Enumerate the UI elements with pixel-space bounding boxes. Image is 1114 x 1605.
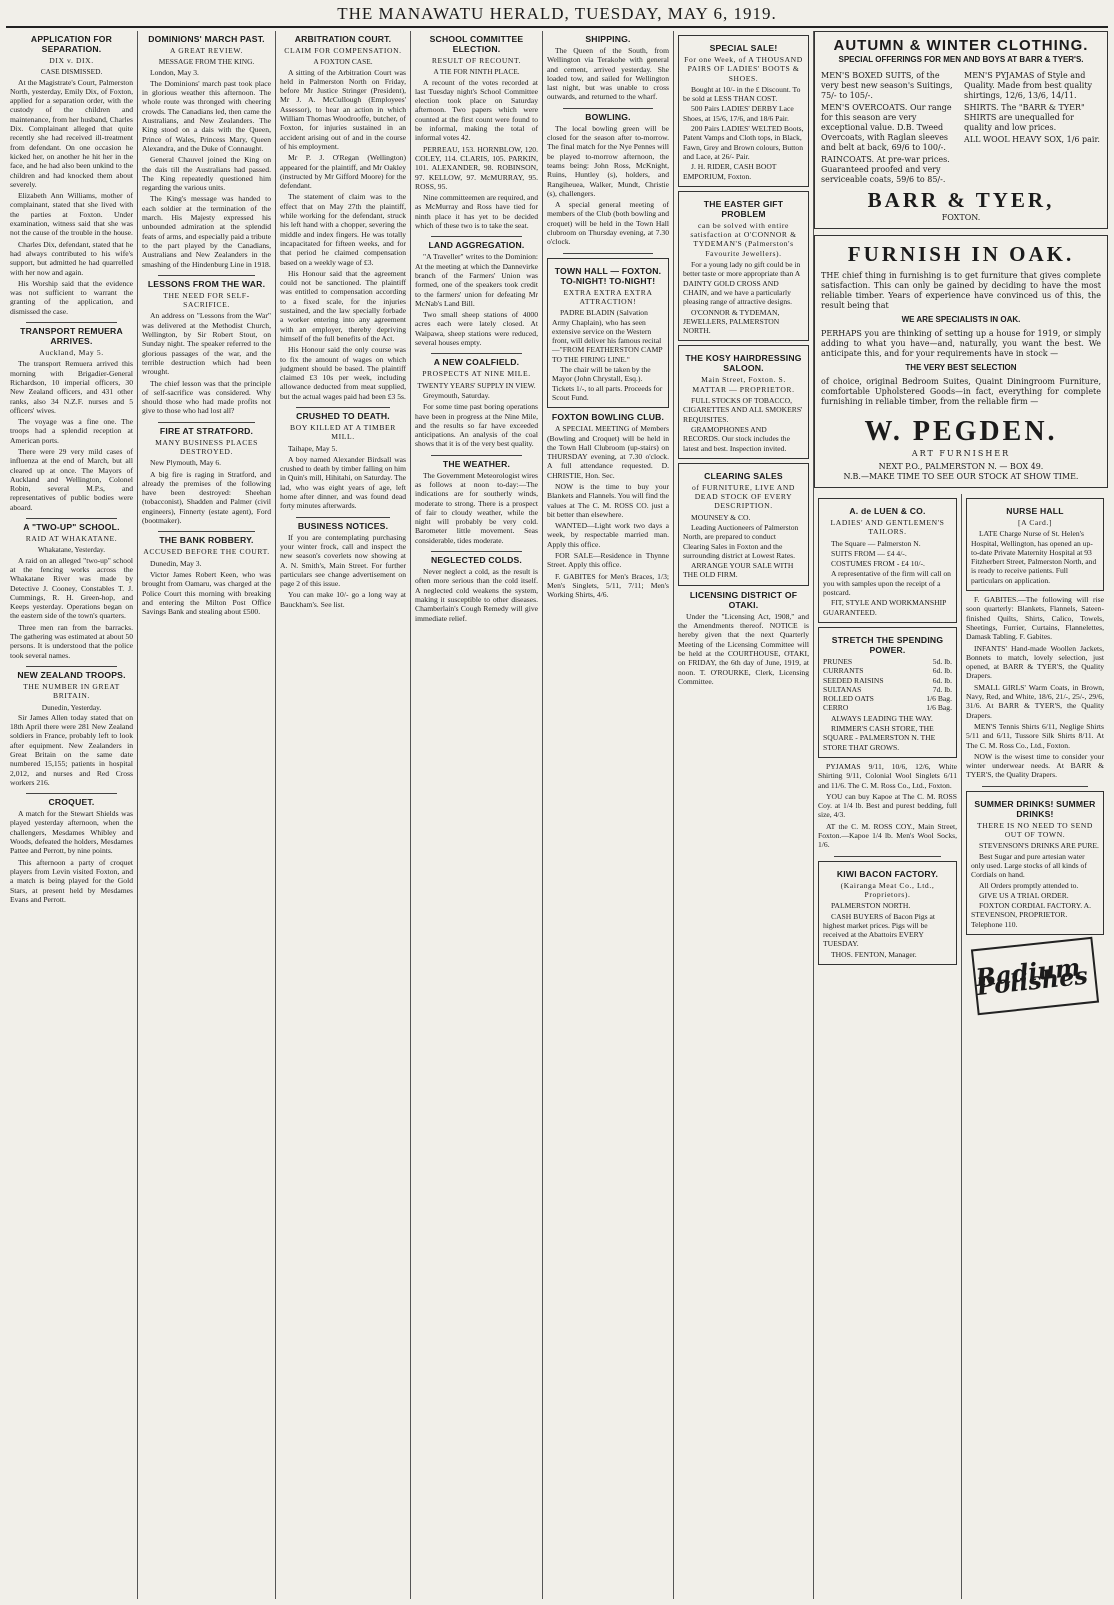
article-divider [296, 517, 390, 518]
article-headline: LAND AGGREGATION. [428, 240, 525, 251]
article [142, 426, 271, 526]
column-8 [962, 494, 1108, 1599]
article [280, 521, 406, 609]
article-paragraph: LATE Charge Nurse of St. Helen's Hospital, Wellington, has opened an up-to-date Private Maternity Hospital at 93 Fitzherbert Street, Palmerston North, and is ready to receive patients. Full particulars on application. [971, 529, 1097, 585]
article-dateline: CASE DISMISSED. [40, 67, 103, 77]
article-paragraph: Sir James Allen today stated that on 18th April there were 281 New Zealand soldiers in France, probably left to look after equipment. New Zealanders in Great Britain on the same date numbered 15,155; patients in hospital 2,012, and nurses and Red Cross workers 216. [10, 712, 133, 787]
article-subheading: A GREAT REVIEW. [170, 46, 243, 55]
article-dateline: A FOXTON CASE. [313, 57, 373, 67]
article-divider [26, 518, 117, 519]
article-paragraph: Charles Dix, defendant, stated that he had always contributed to his wife's support, but admitted he had quarrelled with her now and again. [10, 239, 133, 277]
advert-title: A. de LUEN & CO. [849, 506, 926, 516]
article-headline: NEGLECTED COLDS. [430, 555, 523, 566]
column-4 [411, 31, 543, 1599]
autumn-right [964, 69, 1101, 187]
article-dateline: A TIE FOR NINTH PLACE. [433, 67, 520, 77]
price-row [823, 657, 952, 666]
price-value: 5d. lb. [932, 656, 952, 666]
article [142, 34, 271, 269]
article-subheading: CLAIM FOR COMPENSATION. [284, 46, 402, 55]
article-paragraph: INFANTS' Hand-made Woollen Jackets, Bonnets to match, lovely selection, just opened, at BARR & TYER'S, the Quality Drapers. [966, 643, 1104, 681]
article-paragraph: The local bowling green will be closed for the season after to-morrow. The final match for the Nye Pennes will be played to-morrow afternoon, the teams being: John Ross, McKnight, Ruins, Huntley (s), holders, and Rangiheuea, Walker, Mundt, Christie (s), challengers. [547, 123, 669, 198]
article-paragraph: The voyage was a fine one. The troops had a splendid reception at American ports. [10, 417, 133, 445]
article-paragraph: SUITS FROM — £4 4/-. [831, 548, 907, 558]
article-paragraph: NOW is the wisest time to consider your winter underwear needs. At BARR & TYER'S, the Quality Drapers. [966, 751, 1104, 780]
article-paragraph: PYJAMAS 9/11, 10/6, 12/6, White Shirting 9/11, Colonial Wool Singlets 6/11 and 11/6. The C. M. Ross Co., Ltd., Foxton. [818, 761, 957, 790]
article-dateline: MESSAGE FROM THE KING. [158, 57, 255, 67]
advert [966, 791, 1104, 935]
article-subheading: EXTRA EXTRA EXTRA ATTRACTION! [563, 287, 653, 306]
article-divider [431, 455, 522, 456]
article-paragraph: YOU can buy Kapoe at The C. M. ROSS Coy. at 1/4 lb. Best and purest bedding, full size, 4/3. [818, 791, 957, 820]
article [547, 412, 669, 599]
radium-polishes-logo: Radium Polishes [971, 937, 1099, 1015]
furnish-title: FURNISH IN OAK. [847, 242, 1075, 266]
article-headline: THE WEATHER. [442, 458, 511, 469]
price-row [823, 676, 952, 685]
article-headline: A NEW COALFIELD. [433, 357, 520, 368]
article [10, 797, 133, 904]
article-subheading: ACCUSED BEFORE THE COURT. [143, 547, 270, 557]
article-paragraph: The transport Remuera arrived this morning with Brigadier-General Richardson, 10 imperial officers, 30 New Zealand officers, and 431 other ranks, also 34 N.Z.F. nurses and 5 officers' wives. [10, 359, 133, 415]
article [280, 34, 406, 401]
article-paragraph: His Honour said the only course was to fix the amount of wages on which judgment should be based. The plaintiff claimed £3 10s per week, including allowance deducted from meat supplied, but the actual wages paid had been £3 5s. [280, 345, 406, 401]
article-subheading: [A Card.] [1017, 518, 1053, 527]
column-3 [276, 31, 411, 1599]
article [10, 326, 133, 512]
article-paragraph: His Honour said that the agreement could not be sanctioned. The plaintiff was entitled to compensation according to a fixed scale, for the injuries sustained, and the law specially forbade a worker entering into any agreement with an employer, thereby depriving himself of the full benefits of the Act. [280, 268, 406, 343]
article-paragraph: NOW is the time to buy your Blankets and Flannels. You will find the values at The C. M. ROSS CO. just a bit better than elsewhere. [547, 481, 669, 519]
price-value: 1/6 Bag. [926, 703, 952, 713]
article-paragraph: At the Magistrate's Court, Palmerston North, yesterday, Emily Dix, of Foxton, applied for a separation order, with the custody of the children and maintenance, from her husband, Charles Dix. Complainant alleged that quite recently she had received ill-treatment from defendant. On one occasion he kicked her, on another he hit her in the face, and he had also been unkind to the children and had knocked them about severely. [10, 77, 133, 189]
article-paragraph: A recount of the votes recorded at last Tuesday night's School Committee election took place on Saturday afternoon. Two papers which were counted at the first count were found to be informal, making the total of informal votes 42. [415, 77, 538, 143]
article-paragraph: There were 29 very mild cases of influenza at the end of March, but all cleared up at once. The Mayors of Auckland and Wellington, Colonel Robin, several M.P.s, and representatives of public bodies were aboard. [10, 446, 133, 512]
column-2 [138, 31, 276, 1599]
autumn-title: AUTUMN & WINTER CLOTHING. [833, 37, 1089, 54]
article-subheading: RESULT OF RECOUNT. [431, 56, 522, 65]
column-1 [6, 31, 138, 1599]
article-subheading: Auckland, May 5. [39, 348, 104, 358]
article-paragraph: Victor James Robert Keen, who was brought from Oamaru, was charged at the Police Court this morning with breaking and entering the Milton Post Office Savings Bank and stealing about £500. [142, 569, 271, 617]
article [415, 240, 538, 347]
advert-title: TOWN HALL — FOXTON. TO-NIGHT! TO-NIGHT! [554, 265, 662, 286]
article-subheading: of FURNITURE, LIVE AND DEAD STOCK OF EVERY DESCRIPTION. [691, 482, 796, 511]
price-value: 6d. lb. [932, 666, 952, 676]
article-paragraph: STEVENSON'S DRINKS ARE PURE. [979, 841, 1099, 851]
article-headline: BOWLING. [585, 111, 631, 122]
article-paragraph: A representative of the firm will call on you with samples upon the receipt of a postcard. [823, 569, 951, 598]
advert [678, 463, 809, 586]
advert-title: KIWI BACON FACTORY. [836, 868, 939, 879]
article-paragraph: F. GABITES.—The following will rise soon quarterly: Blankets, Flannels, Sateen-finished Quilts, Shirts, Calico, Towels, Sheetings, Furrier, Curtains, Flannelettes, Damask Tabling. F. Gabites. [966, 595, 1104, 642]
column-7 [814, 494, 962, 1599]
article-headline: LICENSING DISTRICT OF OTAKI. [689, 589, 798, 610]
article-subheading: BOY KILLED AT A TIMBER MILL. [290, 422, 396, 442]
article-divider [431, 236, 522, 237]
article-subheading: (Kairanga Meat Co., Ltd., Proprietors). [840, 880, 935, 899]
price-item: CERRO [823, 703, 849, 713]
article-paragraph: MOUNSEY & CO. [691, 512, 751, 522]
article-paragraph: FIT, STYLE AND WORKMANSHIP GUARANTEED. [823, 598, 947, 617]
article-headline: FOXTON BOWLING CLUB. [551, 412, 665, 423]
article-paragraph: The Dominions' march past took place in glorious weather this afternoon. The whole route was thronged with cheering crowds. The Canadians led, then came the Australians, and New Zealanders. The King stood on a dais with the Queen, Prince of Wales, Princess Mary, Queen Alexandra, and the Duke of Connaught. [142, 78, 271, 153]
article [142, 279, 271, 416]
article-paragraph: PADRE BLADIN (Salvation Army Chaplain), who has seen extensive service on the Western front, will deliver his famous recital—"FROM FEATHERSTON CAMP TO THE FIRING LINE." [552, 308, 663, 364]
article-headline: APPLICATION FOR SEPARATION. [30, 34, 113, 54]
advert [678, 191, 809, 342]
article-subheading: PROSPECTS AT NINE MILE. [422, 369, 531, 379]
pegden-address: NEXT P.O., PALMERSTON N. — BOX 49. [878, 462, 1044, 471]
autumn-right-item: SHIRTS. The "BARR & TYER" SHIRTS are unequalled for quality and low prices. [964, 103, 1085, 132]
article-paragraph: The Queen of the South, from Wellington via Terakohe with general and cement, arrived yesterday. She loaded tow, and sailed for Wellington last night, but was unable to cross outwards, and returned to the wharf. [547, 46, 669, 102]
autumn-left-item: MEN'S OVERCOATS. Our range for this season are very exceptional value. D.B. Tweed Overcoats, with Raglan sleeves and belt at back, 69/6 to 100/-. [821, 103, 952, 152]
article-headline: CROQUET. [48, 797, 95, 808]
article-paragraph: 200 Pairs LADIES' WELTED Boots, Patent Vamps and Cloth tops, in Black, Fawn, Grey and Brown colours, Button and Lace, at 26/- Pair. [683, 124, 804, 161]
article-headline: CRUSHED TO DEATH. [296, 410, 390, 421]
barr-tyer-brand: BARR & TYER, [867, 188, 1055, 212]
article-paragraph: His Worship said that the evidence was not sufficient to warrant the granting of the application, and dismissed the case. [10, 278, 133, 316]
advert-title: THE EASTER GIFT PROBLEM [703, 198, 784, 219]
article [547, 112, 669, 247]
advert-title: SPECIAL SALE! [709, 43, 778, 53]
article-paragraph: AT the C. M. ROSS COY., Main Street, Foxton.—Kapoe 1/4 lb. Men's Wool Socks, 1/6. [818, 821, 957, 850]
article-subheading: RAID AT WHAKATANE. [25, 534, 118, 544]
article-paragraph: General Chauvel joined the King on the dais till the Australians had passed. The King repeatedly questioned him regarding the various units. [142, 155, 271, 193]
advert [966, 498, 1104, 591]
advert-title: THE KOSY HAIRDRESSING SALOON. [685, 353, 802, 374]
article-paragraph: PALMERSTON NORTH. [831, 901, 911, 911]
article-paragraph: F. GABITES for Men's Braces, 1/3; Men's Singlets, 5/11, 7/11; Men's Working Shirts, 4/6. [547, 571, 669, 600]
article [142, 535, 271, 616]
price-value: 6d. lb. [932, 675, 952, 685]
furnish-body: THE chief thing in furnishing is to get furniture that gives complete satisfaction. This can only be gained by deciding to have the most reliable timber. Years of experience have convinced us of this, the result being that [821, 271, 1101, 310]
article-paragraph: ALWAYS LEADING THE WAY. [831, 713, 933, 723]
article-paragraph: GRAMOPHONES AND RECORDS. Our stock includes the latest and best. Inspection invited. [683, 424, 790, 453]
article-divider [431, 353, 522, 354]
article-headline: TRANSPORT REMUERA ARRIVES. [20, 326, 123, 347]
price-value: 1/6 Bag. [926, 694, 952, 704]
article-subheading: THERE IS NO NEED TO SEND OUT OF TOWN. [977, 820, 1093, 840]
furnish-body-2: PERHAPS you are thinking of setting up a house for 1919, or simply adding to what you have—and, naturally, you want the best. We anticipate this, and for your requirements have in stock — [821, 329, 1101, 358]
article-paragraph: 500 Pairs LADIES' DERBY Lace Shoes, at 15/6, 17/6, and 18/6 Pair. [683, 104, 794, 123]
article-paragraph: PERREAU, 153. HORNBLOW, 120. COLEY, 114. CLARIS, 105. PARKIN, 101. ALEXANDER, 98. ROBINSON, 97. KELLOW, 97. McMURRAY, 95. ROSS, 95. [415, 144, 538, 191]
price-row [823, 694, 952, 703]
article-headline: LESSONS FROM THE WAR. [147, 278, 266, 289]
price-item: ROLLED OATS [823, 694, 874, 704]
article-paragraph: THOS. FENTON, Manager. [831, 949, 917, 959]
furnish-specialists: WE ARE SPECIALISTS IN OAK. [901, 315, 1021, 324]
advert [818, 627, 957, 758]
furnish-selection: THE VERY BEST SELECTION [905, 363, 1017, 372]
article-paragraph: Three men ran from the barracks. The gathering was estimated at about 50 persons. It is understood that the police took several names. [10, 622, 133, 660]
autumn-left [821, 69, 958, 187]
article-headline: BUSINESS NOTICES. [297, 520, 389, 531]
article-paragraph: A big fire is raging in Stratford, and already the premises of the following have been destroyed: Sheehan (tobacconist), Shadden and Palmer (civil engineers), Finnerty (estate agent), Ford (bootmaker). [142, 469, 271, 526]
article-paragraph: MEN'S Tennis Shirts 6/11, Neglige Shirts 5/11 and 6/11, Tussore Silk Shirts 8/11. At The C. M. Ross Co., Ltd., Foxton. [966, 721, 1104, 750]
article-headline: THE BANK ROBBERY. [159, 535, 254, 546]
pegden-trade: ART FURNISHER [911, 449, 1011, 458]
article-divider [158, 422, 255, 423]
article-paragraph: You can make 10/- go a long way at Bauckham's. See list. [280, 590, 406, 609]
price-item: PRUNES [823, 656, 853, 666]
article [10, 522, 133, 660]
article-paragraph: If you are contemplating purchasing your winter frock, call and inspect the new season's coverlets now showing at A. N. Smith's, Main Street. For further particulars see change advertisement on page 2 of this issue. [280, 532, 406, 589]
article-paragraph: New Plymouth, May 6. [150, 458, 222, 468]
article-headline: SHIPPING. [585, 34, 631, 44]
article-paragraph: Two small sheep stations of 4000 acres each were lately closed. At Waipawa, sheep stations were reduced, several houses empty. [415, 310, 538, 348]
article-divider [26, 793, 117, 794]
autumn-right-item: ALL WOOL HEAVY SOX, 1/6 pair. [964, 135, 1100, 144]
article-paragraph: Best Sugar and pure artesian water only used. Large stocks of all kinds of Cordials on hand. [971, 851, 1087, 880]
article-paragraph: A sitting of the Arbitration Court was held in Palmerston North on Friday, before Mr Justice Stringer (President), Mr J. A. McCullough (Employees' Assessor), to hear an action in which William Thomas Woodrooffe, butcher, of Foxton, for injuries sustained in an accident arising out of and in the course of his employment. [280, 67, 406, 151]
article-dateline: Dunedin, Yesterday. [41, 702, 102, 712]
article-subheading: LADIES' AND GENTLEMEN'S TAILORS. [830, 518, 945, 537]
article-paragraph: ARRANGE YOUR SALE WITH THE OLD FIRM. [683, 561, 794, 580]
article-headline: NEW ZEALAND TROOPS. [17, 669, 126, 680]
advert [678, 345, 809, 458]
article-subheading: For one Week, of A THOUSAND PAIRS OF LADIES' BOOTS & SHOES. [684, 55, 803, 83]
article-paragraph: J. H. RIDER, CASH BOOT EMPORIUM, Foxton. [683, 162, 777, 181]
advert-title: SUMMER DRINKS! SUMMER DRINKS! [974, 798, 1096, 819]
article-subheading: Main Street, Foxton. S. MATTAR — PROPRIETOR. [692, 375, 795, 394]
article-paragraph: COSTUMES FROM - £4 10/-. [831, 559, 925, 569]
article-paragraph: The chair will be taken by the Mayor (John Chrystall, Esq.). Tickets 1/-, to all parts. Proceeds for Scout Fund. [552, 365, 663, 402]
article [280, 411, 406, 511]
article-paragraph: "A Traveller" writes to the Dominion: At the meeting at which the Dannevirke branch of the Farmers' Union was formed, one of the speakers took credit to the farmers' union for defeating Mr McNab's Land Bill. [415, 252, 538, 308]
article-paragraph: Leading Auctioneers of Palmerston North, are prepared to conduct Clearing Sales in Foxton and the surrounding district at Lowest Rates. [683, 522, 799, 560]
article-headline: ARBITRATION COURT. [294, 34, 392, 44]
article-divider [26, 322, 117, 323]
article-divider [158, 275, 255, 276]
article-paragraph: A SPECIAL MEETING of Members (Bowling and Croquet) will be held in the Town Hall Clubroom (up-stairs) on THURSDAY evening, at 7.30 o'clock. A full attendance requested. D. CHRISTIE, Hon. Sec. [547, 424, 669, 480]
article-subheading: MANY BUSINESS PLACES DESTROYED. [155, 437, 258, 456]
advert [547, 258, 669, 409]
article-paragraph: For a young lady no gift could be in better taste or more appropriate than A DAINTY GOLD CROSS AND CHAIN, and we have a particularly pleasing range of attractive designs. [683, 260, 801, 307]
column-6 [674, 31, 814, 1599]
autumn-left-item: RAINCOATS. At pre-war prices. Guaranteed proofed and very serviceable coats, 59/6 to 85/-. [821, 155, 950, 184]
price-item: SEEDED RAISINS [823, 675, 884, 685]
advert [818, 861, 957, 965]
article [10, 670, 133, 787]
right-columns [814, 494, 1108, 1599]
article-paragraph: Taihape, May 5. [288, 443, 338, 453]
article-paragraph: Under the "Licensing Act, 1908," and the Amendments thereof. NOTICE is hereby given that the next Quarterly Meeting of the Licensing Committee will be held at the COURTHOUSE, OTAKI, on FRIDAY, the 6th day of June, 1919, at noon. T. O'ROURKE, Clerk, Licensing Committee. [678, 611, 809, 686]
advert [818, 498, 957, 623]
article-paragraph: A special general meeting of members of the Club (both bowling and croquet) will be held in the Town Hall clubroom on Thursday evening, at 7.30 o'clock. [547, 200, 669, 247]
article-divider [563, 108, 653, 109]
autumn-subtitle: SPECIAL OFFERINGS FOR MEN AND BOYS AT BARR & TYER'S. [838, 55, 1084, 64]
article-headline: DOMINIONS' MARCH PAST. [148, 34, 265, 44]
article-paragraph: FOXTON CORDIAL FACTORY. A. STEVENSON, PROPRIETOR. Telephone 110. [971, 901, 1092, 929]
right-advert-area [814, 31, 1108, 1599]
article-paragraph: For some time past boring operations have been in progress at the Nine Mile, and the results so far have exceeded anticipations. An analysis of the coal shows that it is of the very best quality. [415, 402, 538, 449]
article-paragraph: Nine committeemen are required, and as McMurray and Ross have tied for ninth place it has yet to be decided which of these two is to take the seat. [415, 193, 538, 231]
article-paragraph: An address on "Lessons from the War" was delivered at the Methodist Church, Wellington, by Sir Robert Stout, on Sunday night. The speaker referred to the glorious passages of the war, and the terrible destruction which had been wrought. [142, 311, 271, 377]
article-divider [26, 666, 117, 667]
article-paragraph: Bought at 10/- in the £ Discount. To be sold at LESS THAN COST. [683, 84, 801, 104]
article-divider [982, 786, 1088, 787]
price-item: CURRANTS [823, 666, 864, 676]
article-paragraph: The statement of claim was to the effect that on May 27th the plaintiff, while working for the defendant, struck his left hand with a chopper, severing the middle and index fingers. He was totally incapacitated for fifteen weeks, and for that period he claimed compensation based on a weekly wage of £3. [280, 192, 406, 267]
article [678, 590, 809, 686]
article-paragraph: A boy named Alexander Birdsall was crushed to death by timber falling on him in Quin's mill, Hihitahi, on Saturday. The lad, who was eight years of age, left home after dinner, and was found dead forty minutes afterwards. [280, 454, 406, 511]
article [415, 459, 538, 545]
article-paragraph: FOR SALE—Residence in Thynne Street. Apply this office. [547, 551, 669, 570]
article-paragraph: Elizabeth Ann Williams, mother of complainant, stated that she lived with the parties at Foxton. Under examination, witness said that she was not the cause of the trouble in the house. [10, 191, 133, 238]
price-row [823, 703, 952, 712]
article-paragraph: A raid on an alleged "two-up" school at the fencing works across the Whakatane River was made by Detective J. Cooney, Constables T. J. Cummings, R. H. Green-hop, and Keeps yesterday. Operations began on the eastern side of the town's quarters. [10, 555, 133, 621]
article-subheading: DIX v. DIX. [49, 56, 94, 65]
article [415, 357, 538, 448]
autumn-clothing-advert [814, 31, 1108, 229]
article-paragraph: The King's message was handed to each soldier at the termination of the march. His Majesty expressed his unbounded admiration at the splendid feats of arms, and especially paid a tribute to the part played by the Canadians, Australians and New Zealanders in the smashing of the Hindenburg Line in 1918. [142, 194, 271, 269]
article-paragraph: A match for the Stewart Shields was played yesterday afternoon, when the challengers, Mesdames Whibley and Woods, defeated the holders, Mesdames Pattee and Perrott, by nine points. [10, 809, 133, 856]
barr-tyer-town: FOXTON. [941, 213, 981, 222]
article [966, 595, 1104, 780]
article [547, 34, 669, 102]
article-paragraph: GIVE US A TRIAL ORDER. [979, 890, 1069, 900]
article-headline: SCHOOL COMMITTEE ELECTION. [429, 34, 524, 54]
article-divider [296, 407, 390, 408]
furnish-body-3: of choice, original Bedroom Suites, Quaint Diningroom Furniture, comfortable Upholstered Goods—in fact, everything for complete furnishing in reliable timber, from the reliable firm — [821, 377, 1101, 406]
article-subheading: can be solved with entire satisfaction at O'CONNOR & TYDEMAN'S (Palmerston's Favourite Jewellers). [690, 220, 797, 258]
article [415, 555, 538, 623]
article-dateline: TWENTY YEARS' SUPPLY IN VIEW. [417, 380, 536, 390]
article-divider [834, 856, 941, 857]
article-divider [563, 253, 653, 254]
article [818, 762, 957, 850]
article-paragraph: WANTED—Light work two days a week, by respectable married man. Apply this office. [547, 521, 669, 549]
advert-title: NURSE HALL [1006, 506, 1064, 516]
pegden-brand: W. PEGDEN. [864, 416, 1058, 447]
column-8-list [966, 498, 1104, 935]
article-paragraph: Dunedin, May 3. [150, 558, 202, 568]
article-dateline: Whakatane, Yesterday. [37, 545, 106, 555]
article-paragraph: Never neglect a cold, as the result is often more serious than the cold itself. A neglected cold weakens the system, making it susceptible to other diseases. Chamberlain's Cough Remedy will give immediate relief. [415, 567, 538, 623]
article-paragraph: All Orders promptly attended to. [979, 880, 1079, 890]
article-paragraph: O'CONNOR & TYDEMAN, JEWELLERS, PALMERSTON NORTH. [683, 307, 780, 336]
price-row [823, 666, 952, 675]
article-paragraph: This afternoon a party of croquet players from Levin visited Foxton, and a match is being played for the Gold Stars, at present held by Mesdames Evans and Perrott. [10, 857, 133, 904]
article-paragraph: SMALL GIRLS' Warm Coats, in Brown, Navy, Red, and White, 18/6, 21/-, 25/-, 29/6, 31/6. At BARR & TYER'S, the Quality Drapers. [966, 682, 1104, 720]
columns [6, 31, 1108, 1599]
article [415, 34, 538, 230]
article-headline: FIRE AT STRATFORD. [159, 425, 254, 436]
article-paragraph: The Government Meteorologist wires as follows at noon to-day:—The indications are for southerly winds, moderate to strong. There is a prospect of fair to cloudy weather, while the night will probably be very cold. Barometer little movement. Seas considerable, tides moderate. [415, 470, 538, 545]
article-paragraph: London, May 3. [150, 67, 199, 77]
article-paragraph: The Square — Palmerston N. [831, 538, 921, 548]
article-paragraph: FULL STOCKS OF TOBACCO, CIGARETTES AND ALL SMOKERS' REQUISITES. [683, 396, 803, 424]
autumn-left-item: MEN'S BOXED SUITS, of the very best new season's Suitings, 75/- to 105/-. [821, 71, 953, 100]
advert [678, 35, 809, 187]
article-subheading: THE NEED FOR SELF-SACRIFICE. [163, 290, 250, 310]
price-row [823, 685, 952, 694]
price-item: SULTANAS [823, 684, 862, 694]
article-paragraph: CASH BUYERS of Bacon Pigs at highest market prices. Pigs will be received at the Abattoirs EVERY TUESDAY. [823, 911, 935, 949]
advert-title: STRETCH THE SPENDING POWER. [831, 634, 944, 655]
column-5 [543, 31, 674, 1599]
article-divider [158, 531, 255, 532]
furnish-oak-advert [814, 235, 1108, 488]
article-paragraph: Greymouth, Saturday. [423, 390, 490, 400]
article-subheading: THE NUMBER IN GREAT BRITAIN. [23, 681, 120, 701]
article-paragraph: Mr P. J. O'Regan (Wellington) appeared for the plaintiff, and Mr Oakley (instructed by Mr Gifford Moore) for the defendant. [280, 153, 406, 191]
article-divider [431, 551, 522, 552]
masthead: THE MANAWATU HERALD, TUESDAY, MAY 6, 1919. [6, 4, 1108, 28]
advert-title: CLEARING SALES [704, 470, 783, 481]
price-value: 7d. lb. [932, 684, 952, 694]
autumn-right-item: MEN'S PYJAMAS of Style and Quality. Made from best quality shirtings, 12/6, 13/6, 14/11. [964, 71, 1093, 100]
article-paragraph: RIMMER'S CASH STORE, THE SQUARE - PALMERSTON N. THE STORE THAT GROWS. [823, 724, 936, 752]
article [10, 34, 133, 316]
article-paragraph: The chief lesson was that the principle of self-sacrifice was considered. Why should those who had made profits not give to those who had lost all? [142, 378, 271, 416]
pegden-note: N.B.—MAKE TIME TO SEE OUR STOCK AT SHOW TIME. [843, 472, 1079, 481]
article-headline: A "TWO-UP" SCHOOL. [23, 522, 120, 533]
